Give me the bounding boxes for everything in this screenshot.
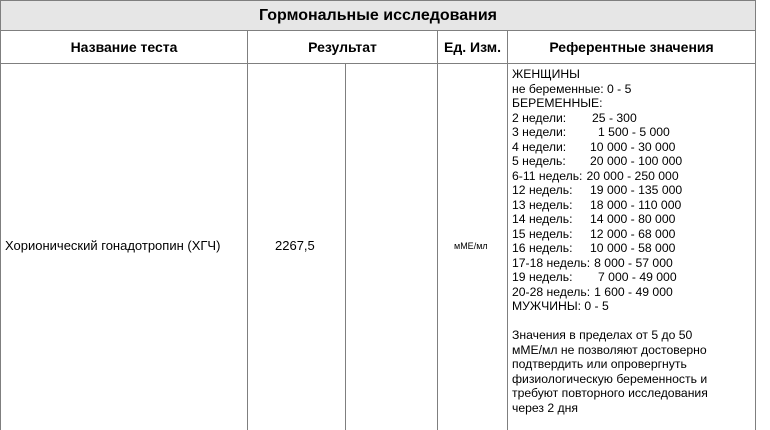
reference-week-label: 20-28 недель:: [512, 284, 591, 299]
reference-week-row: [512, 111, 754, 126]
reference-week-label: 19 недель:: [512, 270, 573, 284]
reference-week-row: [512, 125, 754, 140]
reference-week-range: 8 000 - 57 000: [594, 255, 673, 270]
reference-week-label: 15 недель:: [512, 226, 573, 241]
reference-weeks-list: [512, 111, 754, 300]
reference-week-label: 14 недель:: [512, 212, 573, 226]
reference-week-row: [512, 227, 754, 242]
column-header-unit: Ед. Изм.: [438, 31, 508, 63]
reference-week-range: 18 000 - 110 000: [590, 197, 682, 212]
reference-week-label: 16 недель:: [512, 241, 573, 255]
reference-week-row: [512, 169, 754, 184]
reference-week-range: 7 000 - 49 000: [598, 270, 677, 284]
reference-week-row: [512, 183, 754, 198]
reference-women-header: ЖЕНЩИНЫ: [512, 67, 580, 81]
reference-note-line: подтвердить или опровергнуть: [512, 357, 687, 371]
reference-week-label: 17-18 недель:: [512, 255, 591, 270]
reference-week-range: 19 000 - 135 000: [590, 183, 683, 197]
reference-week-row: [512, 270, 754, 285]
reference-week-row: [512, 256, 754, 271]
table-header-row: [0, 31, 756, 64]
table-row: [0, 64, 756, 430]
reference-note: [512, 328, 754, 415]
column-divider: [345, 64, 346, 430]
reference-pregnant-header: БЕРЕМЕННЫЕ:: [512, 96, 603, 110]
reference-note-line: Значения в пределах от 5 до 50: [512, 328, 693, 342]
reference-week-range: 12 000 - 68 000: [590, 226, 676, 241]
reference-week-range: 1 500 - 5 000: [598, 125, 670, 139]
reference-week-range: 20 000 - 100 000: [590, 154, 683, 168]
reference-note-line: через 2 дня: [512, 400, 578, 415]
reference-week-row: [512, 140, 754, 155]
reference-week-row: [512, 154, 754, 169]
reference-week-range: 10 000 - 30 000: [590, 139, 676, 154]
reference-note-line: требуют повторного исследования: [512, 386, 708, 400]
reference-not-pregnant: не беременные: 0 - 5: [512, 81, 632, 96]
reference-values-cell: [512, 67, 754, 415]
reference-men: МУЖЧИНЫ: 0 - 5: [512, 299, 609, 313]
reference-week-label: 5 недель:: [512, 154, 566, 168]
reference-note-line: мМЕ/мл не позволяют достоверно: [512, 342, 707, 357]
reference-week-row: [512, 241, 754, 256]
reference-week-label: 6-11 недель:: [512, 168, 583, 183]
column-header-result: Результат: [248, 31, 438, 63]
reference-week-row: [512, 285, 754, 300]
reference-week-label: 2 недели:: [512, 110, 567, 125]
reference-week-label: 12 недель:: [512, 183, 573, 197]
reference-week-row: [512, 198, 754, 213]
column-divider: [507, 64, 508, 430]
column-header-test-name: Название теста: [1, 31, 248, 63]
column-divider: [437, 64, 438, 430]
reference-week-range: 25 - 300: [592, 110, 637, 125]
reference-week-row: [512, 212, 754, 227]
section-title: Гормональные исследования: [0, 0, 756, 31]
result-value-cell: 2267,5: [275, 238, 315, 253]
reference-week-label: 4 недели:: [512, 139, 567, 154]
column-divider: [247, 64, 248, 430]
reference-week-range: 20 000 - 250 000: [586, 168, 679, 183]
reference-spacer: [512, 314, 754, 329]
reference-week-range: 10 000 - 58 000: [590, 241, 676, 255]
unit-cell: мМЕ/мл: [454, 241, 488, 251]
reference-week-label: 3 недели:: [512, 125, 567, 139]
reference-note-line: физиологическую беременность и: [512, 371, 708, 386]
column-header-reference: Референтные значения: [549, 39, 714, 55]
test-name-cell: Хорионический гонадотропин (ХГЧ): [5, 238, 221, 253]
reference-week-label: 13 недель:: [512, 197, 573, 212]
reference-week-range: 1 600 - 49 000: [594, 284, 673, 299]
reference-week-range: 14 000 - 80 000: [590, 212, 676, 226]
